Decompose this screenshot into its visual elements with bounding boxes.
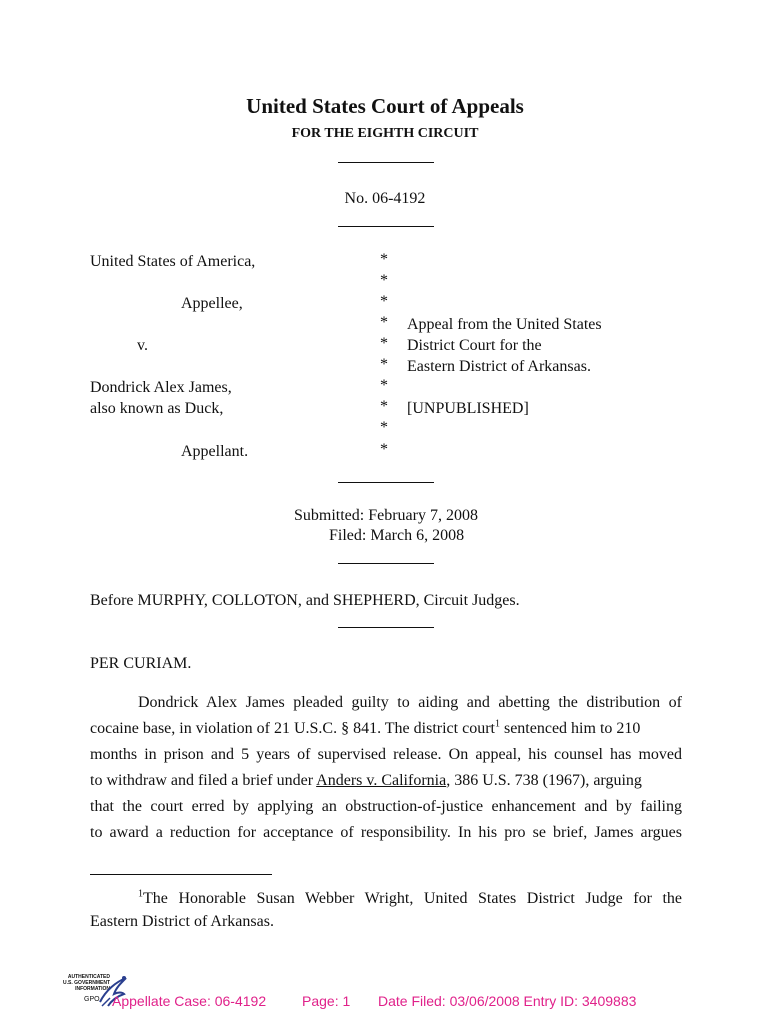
caption-star: * [380, 377, 388, 394]
footnote-line [138, 890, 682, 908]
caption-star: * [380, 356, 388, 373]
plaintiff-name: United States of America, [90, 253, 256, 270]
defendant-alias: also known as Duck, [90, 400, 224, 417]
paragraph-line [90, 772, 682, 790]
footer-filing-info: Date Filed: 03/06/2008 Entry ID: 3409883 [378, 993, 637, 1009]
opinion-heading: PER CURIAM. [90, 655, 192, 672]
logo-text: INFORMATION [75, 986, 110, 992]
case-number: No. 06-4192 [344, 190, 426, 207]
paragraph-line: to award a reduction for acceptance of responsibility. In his pro se brief, James argues [90, 824, 682, 841]
caption-star: * [380, 441, 388, 458]
publication-status: [UNPUBLISHED] [407, 400, 529, 417]
caption-star: * [380, 335, 388, 352]
defendant-role: Appellant. [181, 443, 249, 460]
caption-star: * [380, 314, 388, 331]
paragraph-text: cocaine base, in violation of 21 U.S.C. § 841. The district court [90, 720, 495, 737]
plaintiff-role: Appellee, [181, 295, 243, 312]
logo-text: AUTHENTICATED [67, 974, 110, 980]
caption-star: * [380, 293, 388, 310]
filed-date: Filed: March 6, 2008 [329, 527, 465, 544]
footnote-text: The Honorable Susan Webber Wright, United States District Judge for the [143, 890, 682, 907]
paragraph-text: to withdraw and filed a brief under [90, 772, 317, 789]
paragraph-text: , 386 U.S. 738 (1967), arguing [446, 772, 642, 789]
circuit-subtitle: FOR THE EIGHTH CIRCUIT [291, 126, 479, 141]
divider [338, 563, 434, 564]
paragraph-line: months in prison and 5 years of supervised release. On appeal, his counsel has moved [90, 746, 682, 763]
caption-star: * [380, 251, 388, 268]
footnote-line: Eastern District of Arkansas. [90, 913, 274, 930]
caption-star: * [380, 272, 388, 289]
versus: v. [137, 337, 148, 354]
panel-judges: Before MURPHY, COLLOTON, and SHEPHERD, Circuit Judges. [90, 592, 520, 609]
paragraph-line [90, 720, 682, 738]
divider [338, 226, 434, 227]
divider [338, 482, 434, 483]
appeal-origin-line1: Appeal from the United States [407, 316, 602, 333]
appeal-origin-line3: Eastern District of Arkansas. [407, 358, 591, 375]
court-title: United States Court of Appeals [246, 94, 524, 118]
caption-star: * [380, 398, 388, 415]
logo-text: GPO [84, 996, 100, 1003]
footer-page-number: Page: 1 [302, 993, 351, 1009]
submitted-date: Submitted: February 7, 2008 [294, 507, 478, 524]
paragraph-line: that the court erred by applying an obstruction-of-justice enhancement and by failing [90, 798, 682, 815]
appeal-origin-line2: District Court for the [407, 337, 542, 354]
divider [338, 627, 434, 628]
caption-star: * [380, 419, 388, 436]
case-citation: Anders v. California [316, 772, 447, 789]
defendant-name: Dondrick Alex James, [90, 379, 232, 396]
footnote-marker: 1 [138, 888, 143, 900]
logo-text: U.S. GOVERNMENT [63, 980, 110, 986]
footnote-separator [90, 874, 272, 875]
paragraph-line: Dondrick Alex James pleaded guilty to aiding and abetting the distribution of [138, 694, 682, 711]
footnote-ref[interactable]: 1 [494, 718, 500, 730]
paragraph-text: sentenced him to 210 [499, 720, 641, 737]
footer-case-number: Appellate Case: 06-4192 [112, 993, 267, 1009]
divider [338, 162, 434, 163]
